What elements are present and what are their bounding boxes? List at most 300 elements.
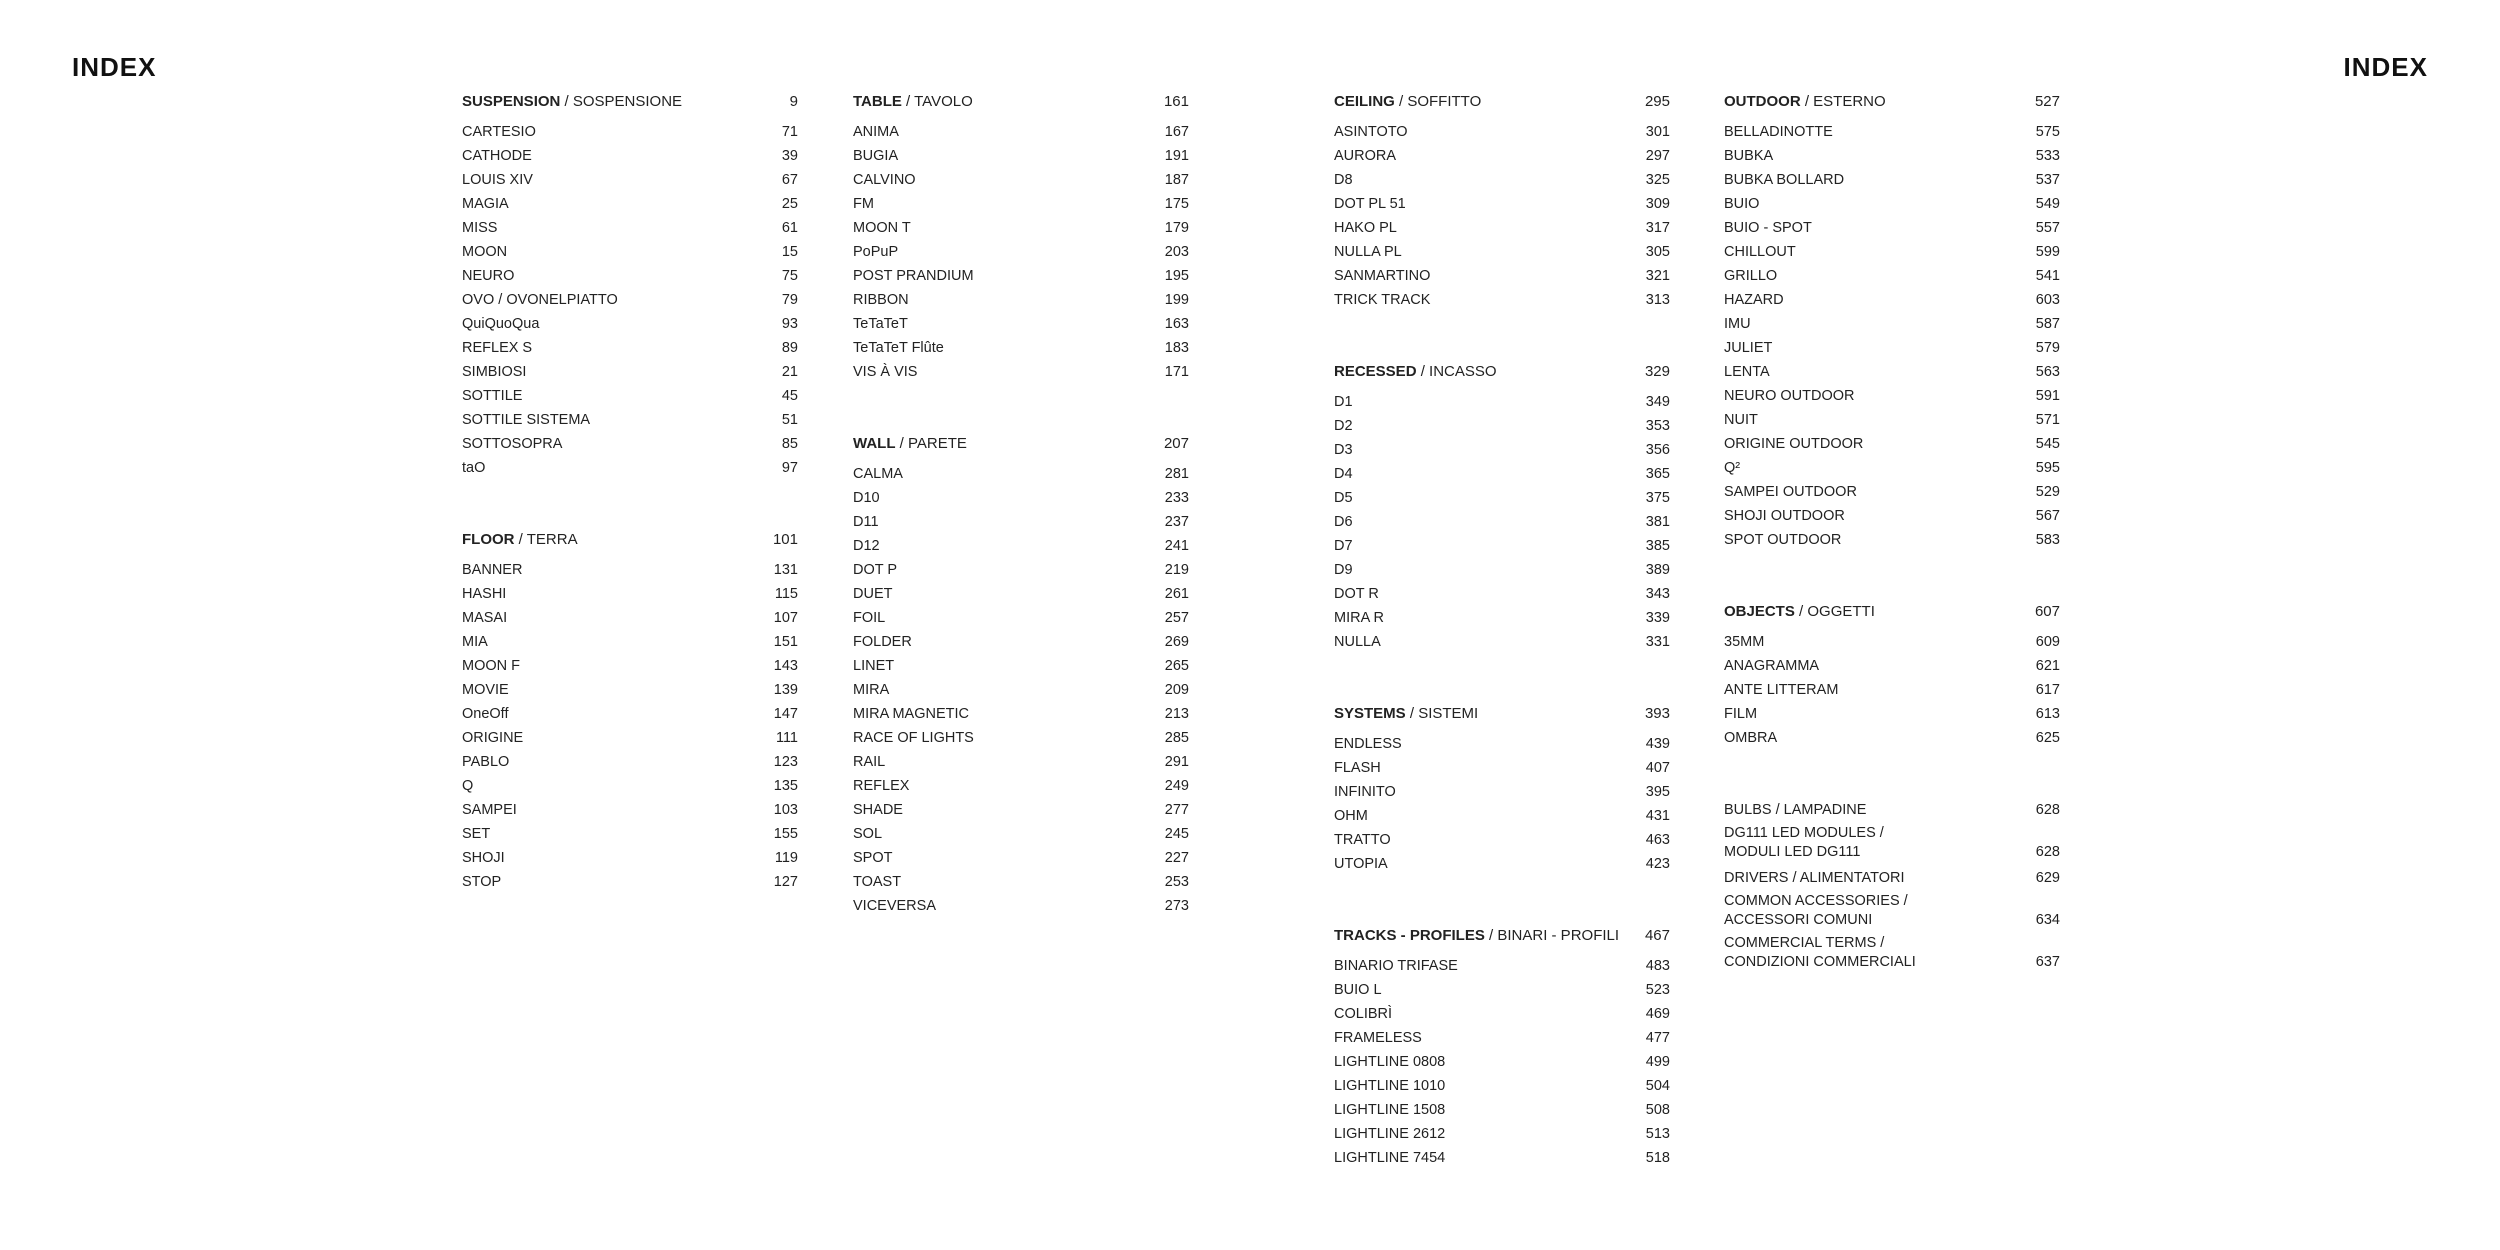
index-entry — [1724, 216, 2060, 240]
section-title — [462, 90, 682, 114]
section-title-en: RECESSED — [1334, 363, 1417, 380]
index-section — [462, 90, 798, 480]
entry-label: VICEVERSA — [853, 898, 936, 914]
entry-page-number: 571 — [2035, 412, 2060, 428]
index-entry — [853, 582, 1189, 606]
entry-page-number: 85 — [781, 436, 798, 452]
entry-page-number: 209 — [1164, 682, 1189, 698]
entry-label: MIA — [462, 634, 488, 650]
entry-page-number: 143 — [773, 658, 798, 674]
entry-page-number: 297 — [1645, 148, 1670, 164]
entry-label: CATHODE — [462, 148, 532, 164]
index-entry — [1334, 954, 1670, 978]
index-entry — [462, 432, 798, 456]
section-title — [1724, 600, 1875, 624]
entry-page-number: 343 — [1645, 586, 1670, 602]
index-entry — [853, 168, 1189, 192]
entry-page-number: 483 — [1645, 958, 1670, 974]
index-entry — [1724, 678, 2060, 702]
index-entry — [853, 264, 1189, 288]
entry-label: SOL — [853, 826, 883, 842]
index-entry — [853, 750, 1189, 774]
entry-label: SHADE — [853, 802, 903, 818]
entry-page-number: 469 — [1645, 1006, 1670, 1022]
entry-page-number: 127 — [773, 874, 798, 890]
index-column-4 — [1724, 90, 2060, 1020]
index-entry — [1334, 216, 1670, 240]
entry-page-number: 21 — [781, 364, 798, 380]
index-entry — [462, 288, 798, 312]
entry-label: MASAI — [462, 610, 508, 626]
index-entry — [462, 630, 798, 654]
entry-page-number: 245 — [1164, 826, 1189, 842]
index-entry — [1334, 978, 1670, 1002]
index-entry — [1334, 1098, 1670, 1122]
section-heading — [1334, 360, 1670, 384]
entry-label: ORIGINE — [462, 730, 524, 746]
entry-page-number: 625 — [2035, 730, 2060, 746]
entry-label: MIRA — [853, 682, 890, 698]
index-section — [1334, 90, 1670, 312]
entry-page-number: 93 — [781, 316, 798, 332]
index-entry — [1334, 558, 1670, 582]
index-entry — [462, 408, 798, 432]
entry-page-number: 309 — [1645, 196, 1670, 212]
entry-page-number: 545 — [2035, 436, 2060, 452]
index-entry — [853, 486, 1189, 510]
index-entry — [1334, 120, 1670, 144]
entry-label: BELLADINOTTE — [1724, 124, 1833, 140]
index-entry — [853, 558, 1189, 582]
entry-label: OneOff — [462, 706, 509, 722]
entry-page-number: 591 — [2035, 388, 2060, 404]
index-entry — [462, 798, 798, 822]
section-page-number: 527 — [2034, 93, 2060, 110]
entry-label: BUIO L — [1334, 982, 1382, 998]
index-entry — [1724, 892, 2060, 930]
entry-label: Q² — [1724, 460, 1741, 476]
entry-label: TeTaTeT — [853, 316, 908, 332]
entry-page-number: 79 — [781, 292, 798, 308]
section-title-en: SYSTEMS — [1334, 705, 1406, 722]
entry-page-number: 621 — [2035, 658, 2060, 674]
section-title — [1334, 924, 1619, 948]
index-entry — [1334, 1074, 1670, 1098]
section-heading — [1724, 600, 2060, 624]
entry-page-number: 529 — [2035, 484, 2060, 500]
section-page-number: 467 — [1644, 927, 1670, 944]
entry-page-number: 285 — [1164, 730, 1189, 746]
entry-page-number: 163 — [1164, 316, 1189, 332]
entry-page-number: 513 — [1645, 1126, 1670, 1142]
index-entry — [462, 606, 798, 630]
entry-page-number: 339 — [1645, 610, 1670, 626]
index-entry — [1724, 702, 2060, 726]
entry-page-number: 331 — [1645, 634, 1670, 650]
entry-page-number: 533 — [2035, 148, 2060, 164]
entry-page-number: 237 — [1164, 514, 1189, 530]
index-entry — [1724, 630, 2060, 654]
index-entry — [1724, 288, 2060, 312]
section-title-en: TRACKS - PROFILES — [1334, 927, 1485, 944]
index-entry — [1724, 798, 2060, 822]
entry-label: BANNER — [462, 562, 523, 578]
entry-page-number: 179 — [1164, 220, 1189, 236]
entry-page-number: 353 — [1645, 418, 1670, 434]
section-page-number: 607 — [2034, 603, 2060, 620]
entry-page-number: 265 — [1164, 658, 1189, 674]
index-entry — [1334, 390, 1670, 414]
index-entry — [1724, 192, 2060, 216]
section-title — [1334, 360, 1497, 384]
index-entry — [1334, 462, 1670, 486]
entry-page-number: 463 — [1645, 832, 1670, 848]
section-heading — [462, 528, 798, 552]
index-entry — [462, 558, 798, 582]
entry-page-number: 61 — [781, 220, 798, 236]
entry-label: UTOPIA — [1334, 856, 1388, 872]
entry-label: RACE OF LIGHTS — [853, 730, 974, 746]
index-entry — [1334, 630, 1670, 654]
index-entry — [462, 846, 798, 870]
section-page-number: 329 — [1644, 363, 1670, 380]
section-title-en: SUSPENSION — [462, 93, 561, 110]
entry-label: SIMBIOSI — [462, 364, 527, 380]
entry-label: D1 — [1334, 394, 1353, 410]
entry-label: SPOT OUTDOOR — [1724, 532, 1842, 548]
entry-page-number: 281 — [1164, 466, 1189, 482]
section-title — [1334, 702, 1478, 726]
entry-page-number: 541 — [2035, 268, 2060, 284]
entry-label: MISS — [462, 220, 498, 236]
entry-page-number: 523 — [1645, 982, 1670, 998]
entry-label: NEURO OUTDOOR — [1724, 388, 1855, 404]
index-entry — [1724, 824, 2060, 862]
entry-label: QuiQuoQua — [462, 316, 540, 332]
entry-label: D3 — [1334, 442, 1353, 458]
entry-label: FOLDER — [853, 634, 912, 650]
index-entry — [1334, 582, 1670, 606]
entry-label: NULLA — [1334, 634, 1381, 650]
entry-label: D8 — [1334, 172, 1353, 188]
entry-page-number: 291 — [1164, 754, 1189, 770]
index-entry — [853, 510, 1189, 534]
entry-label: SAMPEI OUTDOOR — [1724, 484, 1857, 500]
entry-page-number: 45 — [781, 388, 798, 404]
entry-page-number: 603 — [2035, 292, 2060, 308]
entry-page-number: 567 — [2035, 508, 2060, 524]
index-entry — [1724, 336, 2060, 360]
index-entry — [1724, 726, 2060, 750]
index-entry — [462, 582, 798, 606]
entry-label: VIS À VIS — [853, 364, 918, 380]
entry-label: CHILLOUT — [1724, 244, 1796, 260]
index-entry — [1724, 240, 2060, 264]
index-entry — [1334, 780, 1670, 804]
section-page-number: 393 — [1644, 705, 1670, 722]
entry-page-number: 273 — [1164, 898, 1189, 914]
entry-label: DOT R — [1334, 586, 1379, 602]
index-entry — [1724, 456, 2060, 480]
entry-page-number: 241 — [1164, 538, 1189, 554]
entry-label: BUGIA — [853, 148, 899, 164]
section-title-en: WALL — [853, 435, 896, 452]
entry-label: FILM — [1724, 706, 1758, 722]
section-title-it: / ESTERNO — [1800, 93, 1886, 110]
entry-label: ASINTOTO — [1334, 124, 1408, 140]
entry-label: LINET — [853, 658, 895, 674]
entry-page-number: 628 — [2035, 802, 2060, 818]
entry-label: MIRA MAGNETIC — [853, 706, 970, 722]
entry-page-number: 25 — [781, 196, 798, 212]
index-section — [1334, 702, 1670, 876]
index-entry — [853, 288, 1189, 312]
index-entry — [1334, 192, 1670, 216]
section-heading — [1334, 702, 1670, 726]
index-entry — [853, 894, 1189, 918]
index-column-3 — [1334, 90, 1670, 1218]
entry-page-number: 195 — [1164, 268, 1189, 284]
index-entry — [462, 168, 798, 192]
index-entry — [853, 702, 1189, 726]
entry-page-number: 499 — [1645, 1054, 1670, 1070]
index-entry — [853, 240, 1189, 264]
entry-label: SOTTOSOPRA — [462, 436, 563, 452]
entry-page-number: 75 — [781, 268, 798, 284]
entry-label: OVO / OVONELPIATTO — [462, 292, 618, 308]
entry-page-number: 439 — [1645, 736, 1670, 752]
entry-page-number: 518 — [1645, 1150, 1670, 1166]
index-section — [462, 528, 798, 894]
index-entry — [462, 774, 798, 798]
index-entry — [1724, 408, 2060, 432]
entry-label: OHM — [1334, 808, 1368, 824]
entry-page-number: 187 — [1164, 172, 1189, 188]
index-entry — [1724, 654, 2060, 678]
entry-page-number: 199 — [1164, 292, 1189, 308]
entry-page-number: 317 — [1645, 220, 1670, 236]
index-entry — [853, 192, 1189, 216]
entry-page-number: 599 — [2035, 244, 2060, 260]
section-page-number: 295 — [1644, 93, 1670, 110]
entry-label: CALVINO — [853, 172, 916, 188]
index-entry — [1724, 866, 2060, 890]
index-entry — [1334, 828, 1670, 852]
entry-label: DOT P — [853, 562, 898, 578]
entry-label: TRATTO — [1334, 832, 1391, 848]
entry-page-number: 203 — [1164, 244, 1189, 260]
entry-page-number: 233 — [1164, 490, 1189, 506]
index-entry — [462, 240, 798, 264]
section-title-en: OBJECTS — [1724, 603, 1795, 620]
entry-page-number: 381 — [1645, 514, 1670, 530]
index-entry — [1334, 852, 1670, 876]
entry-label: HASHI — [462, 586, 507, 602]
index-entry — [853, 822, 1189, 846]
entry-label: 35MM — [1724, 634, 1765, 650]
entry-label: NEURO — [462, 268, 515, 284]
index-entry — [1334, 240, 1670, 264]
entry-label: COLIBRÌ — [1334, 1006, 1393, 1022]
entry-page-number: 575 — [2035, 124, 2060, 140]
entry-label: BUBKA — [1724, 148, 1774, 164]
index-entry — [1334, 288, 1670, 312]
entry-label: COMMERCIAL TERMS / CONDIZIONI COMMERCIALI — [1724, 935, 1916, 970]
index-entry — [1724, 168, 2060, 192]
index-section — [1724, 798, 2060, 972]
entry-label: STOP — [462, 874, 502, 890]
index-entry — [1724, 264, 2060, 288]
entry-label: D6 — [1334, 514, 1353, 530]
entry-page-number: 583 — [2035, 532, 2060, 548]
entry-label: BULBS / LAMPADINE — [1724, 802, 1867, 818]
entry-page-number: 123 — [773, 754, 798, 770]
entry-label: D11 — [853, 514, 879, 530]
entry-label: FM — [853, 196, 874, 212]
index-entry — [1334, 414, 1670, 438]
entry-label: LIGHTLINE 1508 — [1334, 1102, 1446, 1118]
entry-label: CALMA — [853, 466, 903, 482]
entry-page-number: 147 — [773, 706, 798, 722]
index-entry — [853, 678, 1189, 702]
entry-page-number: 155 — [773, 826, 798, 842]
entry-page-number: 356 — [1645, 442, 1670, 458]
entry-page-number: 349 — [1645, 394, 1670, 410]
entry-label: DG111 LED MODULES / MODULI LED DG111 — [1724, 825, 1884, 860]
section-title-it: / SISTEMI — [1405, 705, 1479, 722]
section-title — [853, 90, 973, 114]
section-title-en: OUTDOOR — [1724, 93, 1801, 110]
index-entry — [462, 336, 798, 360]
entry-label: SPOT — [853, 850, 893, 866]
section-title-it: / OGGETTI — [1794, 603, 1875, 620]
entry-label: AURORA — [1334, 148, 1397, 164]
entry-page-number: 269 — [1164, 634, 1189, 650]
index-entry — [853, 216, 1189, 240]
entry-page-number: 395 — [1645, 784, 1670, 800]
index-entry — [1724, 480, 2060, 504]
entry-label: REFLEX — [853, 778, 910, 794]
entry-page-number: 107 — [773, 610, 798, 626]
entry-page-number: 563 — [2035, 364, 2060, 380]
entry-label: ENDLESS — [1334, 736, 1402, 752]
entry-label: DRIVERS / ALIMENTATORI — [1724, 870, 1905, 886]
entry-page-number: 557 — [2035, 220, 2060, 236]
section-heading — [853, 90, 1189, 114]
entry-page-number: 365 — [1645, 466, 1670, 482]
entry-label: SHOJI OUTDOOR — [1724, 508, 1845, 524]
entry-label: PABLO — [462, 754, 510, 770]
entry-page-number: 504 — [1645, 1078, 1670, 1094]
entry-label: IMU — [1724, 316, 1751, 332]
index-entry — [1724, 384, 2060, 408]
entry-label: D2 — [1334, 418, 1353, 434]
entry-page-number: 325 — [1645, 172, 1670, 188]
entry-label: D7 — [1334, 538, 1353, 554]
index-entry — [462, 264, 798, 288]
entry-page-number: 51 — [781, 412, 798, 428]
index-column-2 — [853, 90, 1189, 966]
entry-page-number: 609 — [2035, 634, 2060, 650]
section-title-it: / TERRA — [514, 531, 578, 548]
entry-page-number: 183 — [1164, 340, 1189, 356]
section-title-it: / PARETE — [895, 435, 967, 452]
index-section — [1724, 90, 2060, 552]
entry-page-number: 15 — [781, 244, 798, 260]
entry-page-number: 637 — [2035, 954, 2060, 970]
section-heading — [462, 90, 798, 114]
entry-page-number: 549 — [2035, 196, 2060, 212]
index-entry — [853, 798, 1189, 822]
entry-label: INFINITO — [1334, 784, 1396, 800]
entry-page-number: 67 — [781, 172, 798, 188]
entry-page-number: 305 — [1645, 244, 1670, 260]
section-title — [1724, 90, 1886, 114]
entry-label: TeTaTeT Flûte — [853, 340, 944, 356]
index-entry — [853, 630, 1189, 654]
entry-page-number: 171 — [1164, 364, 1189, 380]
entry-label: SAMPEI — [462, 802, 517, 818]
entry-page-number: 477 — [1645, 1030, 1670, 1046]
index-entry — [1334, 486, 1670, 510]
entry-label: FLASH — [1334, 760, 1381, 776]
entry-label: D5 — [1334, 490, 1353, 506]
entry-label: SHOJI — [462, 850, 505, 866]
entry-page-number: 301 — [1645, 124, 1670, 140]
section-heading — [1334, 924, 1670, 948]
index-entry — [853, 144, 1189, 168]
entry-label: MIRA R — [1334, 610, 1384, 626]
entry-label: MOVIE — [462, 682, 509, 698]
section-heading — [1334, 90, 1670, 114]
section-title-en: FLOOR — [462, 531, 515, 548]
index-entry — [462, 192, 798, 216]
entry-page-number: 389 — [1645, 562, 1670, 578]
entry-label: MOON — [462, 244, 508, 260]
entry-label: GRILLO — [1724, 268, 1778, 284]
index-entry — [462, 120, 798, 144]
index-column-1 — [462, 90, 798, 942]
entry-page-number: 249 — [1164, 778, 1189, 794]
index-entry — [1724, 504, 2060, 528]
index-entry — [853, 726, 1189, 750]
entry-label: MOON T — [853, 220, 911, 236]
index-entry — [462, 654, 798, 678]
index-entry — [853, 312, 1189, 336]
entry-label: TRICK TRACK — [1334, 292, 1431, 308]
entry-label: LOUIS XIV — [462, 172, 533, 188]
index-entry — [462, 456, 798, 480]
entry-page-number: 431 — [1645, 808, 1670, 824]
entry-page-number: 167 — [1164, 124, 1189, 140]
entry-page-number: 71 — [781, 124, 798, 140]
entry-page-number: 375 — [1645, 490, 1670, 506]
entry-page-number: 115 — [774, 586, 798, 602]
index-entry — [462, 726, 798, 750]
entry-label: RAIL — [853, 754, 886, 770]
entry-page-number: 131 — [773, 562, 798, 578]
entry-page-number: 111 — [775, 730, 798, 746]
entry-label: SET — [462, 826, 491, 842]
index-entry — [1334, 606, 1670, 630]
index-entry — [853, 120, 1189, 144]
index-entry — [462, 384, 798, 408]
index-section — [1334, 360, 1670, 654]
index-entry — [462, 360, 798, 384]
entry-label: FRAMELESS — [1334, 1030, 1422, 1046]
index-entry — [1334, 756, 1670, 780]
index-entry — [853, 870, 1189, 894]
